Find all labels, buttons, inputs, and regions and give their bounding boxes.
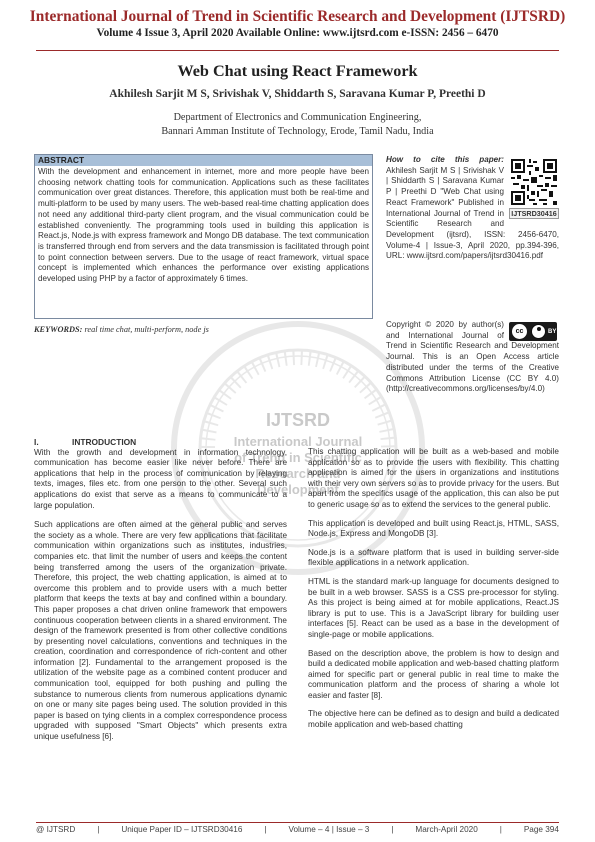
abstract-box	[34, 154, 373, 319]
creative-commons-by-icon[interactable]	[509, 322, 557, 341]
footer-separator: |	[499, 825, 502, 834]
paragraph: The objective here can be defined as to design and build a dedicated mobile application and web-based chatting	[308, 709, 559, 730]
watermark-line-5: Development	[257, 482, 339, 497]
footer-page-number: Page 394	[523, 825, 559, 834]
footer-separator: |	[97, 825, 100, 834]
paragraph: Based on the description above, the problem is how to design and build a dedicated mobile application and web-based chatting platform aimed for specific part or general public in real time to make the communication platform and the process of sharing a whole lot easier and faster [8].	[308, 648, 559, 700]
watermark-line-4: Research and	[255, 466, 341, 481]
copyright-text: Copyright © 2020 by author(s) and International Journal of Trend in Scientific Research and Development Journal. This is an Open Access article distributed under the terms of the Creative Commons Attribution License (CC BY 4.0) (http://creativecommons.org/licenses/by/4.0)	[386, 320, 559, 394]
citation-body: Akhilesh Sarjit M S | Srivishak V | Shiddarth S | Saravana Kumar P | Preethi D "Web Chat using React Framework" Published in International Journal of Trend in Scientific Research and Development (ijtsrd), ISSN: 2456-6470, Volume-4 | Issue-3, April 2020, pp.394-396, URL: www.ijtsrd.com/papers/ijtsrd30416.pdf	[386, 165, 559, 261]
paper-title: Web Chat using React Framework	[177, 62, 418, 80]
paragraph: This application is developed and built using React.js, HTML, SASS, Node.js, Express and MongoDB [3].	[308, 518, 559, 539]
section-heading-introduction	[34, 437, 287, 448]
cc-by-label: BY	[548, 329, 557, 335]
section-title: INTRODUCTION	[72, 437, 137, 447]
footer-volume: Volume – 4 | Issue – 3	[288, 825, 370, 834]
journal-title: International Journal of Trend in Scientific Research and Development (IJTSRD)	[29, 8, 566, 25]
footer-date: March-April 2020	[415, 825, 478, 834]
qr-code[interactable]	[509, 157, 559, 219]
abstract-body: With the development and enhancement in internet, more and more people have been choosing network chatting tools for communication. Applications such as these facilitates communication over great distances. Therefore, this application must both be real-time and multi-platform to be used by many users. The web-based real-time chatting application does not need any additional third-party client program, and the visual communication could be established conveniently. The programming tools used in building this application is React.js, Node.js with express framework and Mongo DB database. The text communication is transferred through end from servers and the data transmission is facilitated through point to point connection between servers. Due to the usage of react framework, virtual space concept is implemented which enhances the performance over existing applications developed using PHP by a factor of approximately 6 times.	[38, 167, 369, 284]
header-rule	[36, 50, 559, 51]
watermark-line-2: International Journal	[233, 434, 363, 449]
section-number: I.	[34, 437, 39, 447]
affiliation-institute: Bannari Amman Institute of Technology, Erode, Tamil Nadu, India	[161, 126, 434, 137]
paragraph: Such applications are often aimed at the general public and serves the society as a whole. There are very few applications that facilitate communication within organizations such as institutes, industries, companies etc. that limit the number of users and keeps the content being transferred among the users of the organization private. Therefore, this project, the web chatting application, is aimed at to overcome this problem and to provide users with a much better platform that keeps the texts at bay and confined within a boundary. This paper proposes a chat driven online framework that empowers continuous cooperation between clients in a shared environment. The design of the framework presented is from other collective conditions by presenting novel calculations, conventions and techniques in the creation, coordination and correspondence of rich-content and other information [2]. Fundamental to the arrangement proposed is the utilization of the website page as a combined content producer and communication tool, equipped for both pushing and pulling the substance to numerous clients from numerous applications dynamic on one or many site pages being used. The solution provided in this paper is based on tying clients in a complex correspondence process upgraded with supposed "Smart Objects" which presents extra unique usefulness [6].	[34, 520, 287, 742]
footer-rule	[36, 822, 559, 823]
qr-code-icon	[509, 157, 559, 207]
watermark-line-1: IJTSRD	[265, 410, 330, 430]
footer-paper-id: Unique Paper ID – IJTSRD30416	[121, 825, 243, 834]
paragraph: HTML is the standard mark-up language for documents designed to be built in a web browser. SASS is a CSS pre-processor for styling. As this project is being aimed at for mobile applications, React.JS library is put to use. This is a JavaScript library for building user interfaces [5]. React can be used as a base in the development of single-page or mobile applications.	[308, 576, 559, 639]
affiliation-department: Department of Electronics and Communication Engineering,	[173, 112, 422, 123]
footer-separator: |	[264, 825, 267, 834]
paragraph: Node.js is a software platform that is used in building server-side flexible applications in a network application.	[308, 547, 559, 568]
paragraph: With the growth and development in information technology, communication has become easier like never before. There are applications that help in the process of communication by relaying texts, images, files etc. from one person to the other. Several such applications do exist that serve as a means to communicate to a large population.	[34, 447, 287, 510]
watermark-line-3: of Trend in Scientific	[234, 450, 362, 465]
citation-block	[386, 155, 559, 262]
footer-separator: |	[391, 825, 394, 834]
qr-paper-id: IJTSRD30416	[509, 208, 559, 219]
keywords-label: KEYWORDS:	[34, 325, 83, 334]
intro-right-column	[308, 447, 559, 739]
journal-info: Volume 4 Issue 3, April 2020 Available Online: www.ijtsrd.com e-ISSN: 2456 – 6470	[96, 27, 499, 39]
copyright-block	[386, 320, 559, 395]
paper-authors: Akhilesh Sarjit M S, Srivishak V, Shiddarth S, Saravana Kumar P, Preethi D	[109, 88, 486, 100]
intro-left-column	[34, 437, 287, 752]
keywords-text: real time chat, multi-perform, node js	[82, 325, 209, 334]
page-footer	[36, 825, 559, 835]
keywords	[34, 324, 373, 335]
abstract-heading: ABSTRACT	[35, 155, 372, 166]
citation-label: How to cite this paper:	[386, 155, 504, 164]
footer-journal: @ IJTSRD	[36, 825, 76, 834]
paragraph: This chatting application will be built as a web-based and mobile application so as to provide the users with flexibility. This chatting application is aimed for the users in organizations and institutions with their very own servers so as to provide privacy for the users. But apart from the specifics usage of the application, this can also be put to generic usage so as to extend the services to the general public.	[308, 447, 559, 509]
cc-circle-icon: cc	[512, 324, 527, 339]
by-person-icon	[531, 324, 546, 339]
